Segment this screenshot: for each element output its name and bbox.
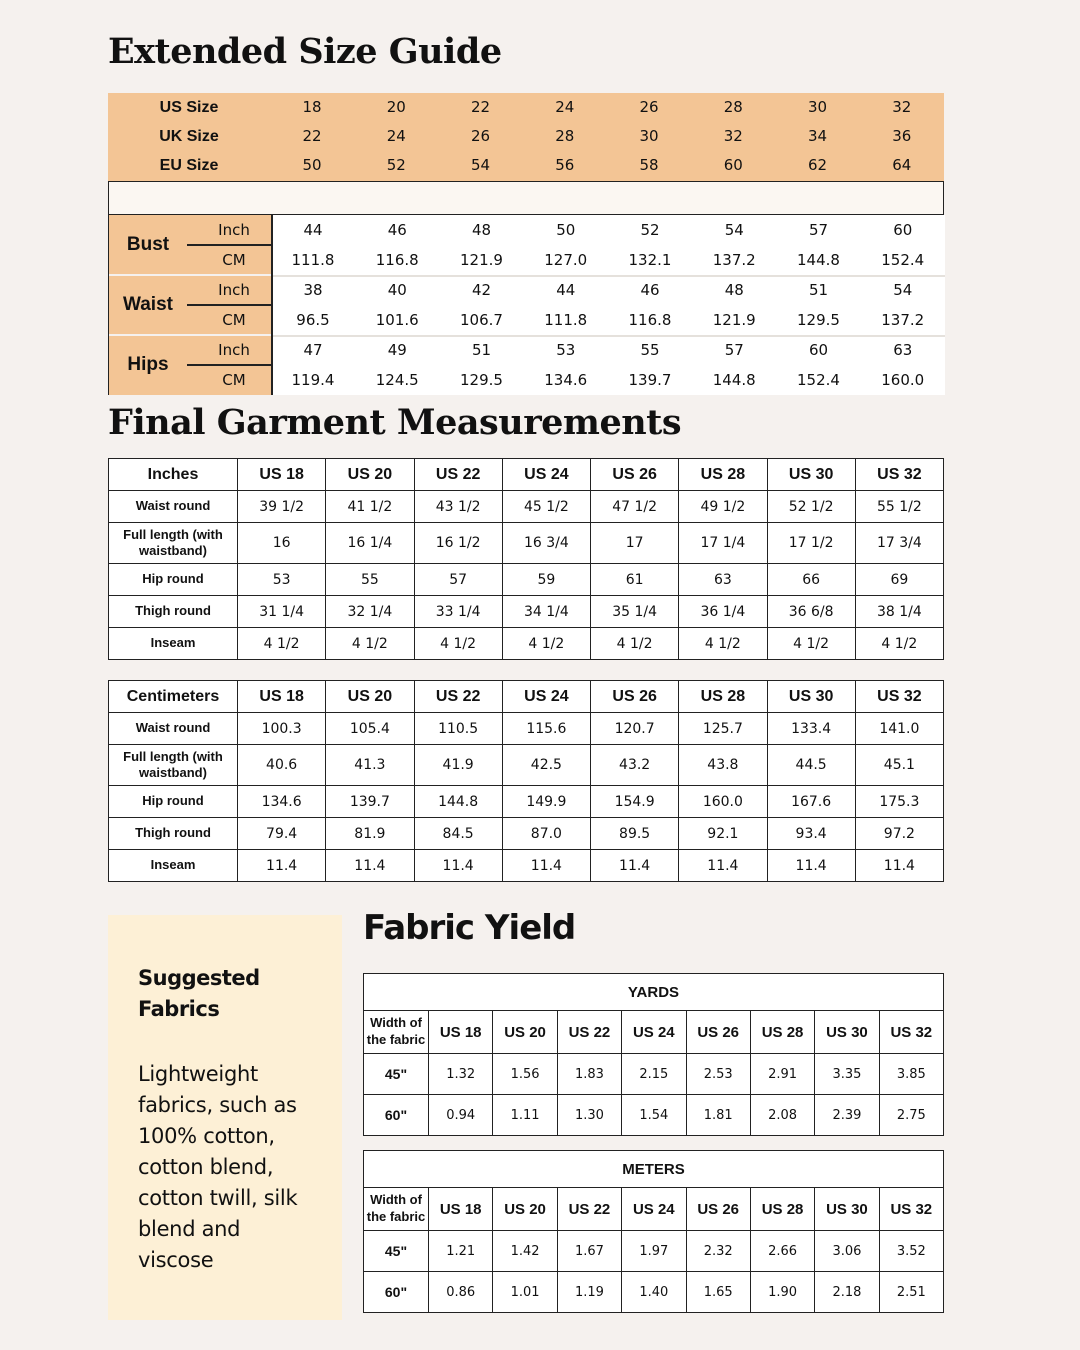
row-separator — [271, 275, 945, 277]
measurement-value: 125.7 — [679, 713, 767, 745]
measurement-value: 11.4 — [591, 850, 679, 882]
measurement-value: 11.4 — [238, 850, 326, 882]
size-value: 60 — [723, 156, 743, 174]
measurement-value: 41.3 — [326, 745, 414, 786]
size-value: 32 — [892, 98, 912, 116]
fabric-width: 45" — [364, 1054, 429, 1095]
measurement-value: 50 — [556, 221, 576, 239]
yield-value: 1.40 — [622, 1272, 686, 1313]
yield-unit-caption: METERS — [364, 1151, 944, 1188]
measurement-label: Thigh round — [109, 596, 238, 628]
measurement-value: 115.6 — [502, 713, 590, 745]
measurement-value: 4 1/2 — [767, 628, 855, 660]
table-row — [109, 564, 944, 596]
measurement-value: 51 — [471, 341, 492, 359]
size-header-row — [108, 122, 944, 151]
size-header: US 28 — [679, 681, 767, 713]
measurement-value: 66 — [767, 564, 855, 596]
table-row — [109, 818, 944, 850]
fabric-width: 60" — [364, 1095, 429, 1136]
measurement-value: 119.4 — [291, 371, 335, 389]
measurement-label: Waist round — [109, 491, 238, 523]
measurement-value: 4 1/2 — [238, 628, 326, 660]
measurement-value: 105.4 — [326, 713, 414, 745]
measurement-value: 116.8 — [375, 251, 419, 269]
measurement-value: 43 1/2 — [414, 491, 502, 523]
size-guide-title: Extended Size Guide — [108, 31, 502, 72]
size-system-label: US Size — [159, 99, 219, 116]
measurement-value: 52 — [640, 221, 660, 239]
table-row — [109, 786, 944, 818]
table-row — [364, 1231, 944, 1272]
yield-value: 1.11 — [493, 1095, 557, 1136]
measurement-value: 84.5 — [414, 818, 502, 850]
size-header: US 32 — [879, 1188, 943, 1231]
measurement-value: 4 1/2 — [679, 628, 767, 660]
width-header: Width of the fabric — [364, 1188, 429, 1231]
yield-value: 1.21 — [429, 1231, 493, 1272]
measurement-value: 11.4 — [855, 850, 943, 882]
measurement-value: 144.8 — [712, 371, 756, 389]
measurement-value: 154.9 — [591, 786, 679, 818]
measurement-value: 39 1/2 — [238, 491, 326, 523]
size-value: 36 — [892, 127, 912, 145]
yield-value: 1.01 — [493, 1272, 557, 1313]
measurement-value: 144.8 — [414, 786, 502, 818]
yield-value: 1.65 — [686, 1272, 750, 1313]
size-header: US 20 — [493, 1188, 557, 1231]
size-header: US 26 — [686, 1011, 750, 1054]
size-header-row — [108, 93, 944, 122]
measurement-value: 34 1/4 — [502, 596, 590, 628]
unit-label: Inch — [218, 221, 250, 239]
yield-value: 1.83 — [557, 1054, 621, 1095]
measurement-value: 116.8 — [628, 311, 672, 329]
group-separator — [109, 274, 271, 276]
header-row — [364, 1188, 944, 1231]
measurement-value: 16 — [238, 523, 326, 564]
measurement-label: Full length (with waistband) — [109, 745, 238, 786]
measurement-value: 4 1/2 — [855, 628, 943, 660]
measurement-value: 92.1 — [679, 818, 767, 850]
measurement-value: 144.8 — [797, 251, 840, 269]
suggested-fabrics-title: Suggested Fabrics — [138, 966, 260, 1021]
unit-label: CM — [222, 251, 246, 269]
size-value: 62 — [807, 156, 828, 174]
yield-value: 1.42 — [493, 1231, 557, 1272]
measurement-value: 48 — [724, 281, 744, 299]
table-row — [109, 596, 944, 628]
measurement-value: 81.9 — [326, 818, 414, 850]
size-header: US 24 — [622, 1011, 686, 1054]
suggested-fabrics-text: Lightweight fabrics, such as 100% cotton, cotton blend, cotton twill, silk blend and viscose — [138, 1062, 298, 1272]
yield-value: 2.53 — [686, 1054, 750, 1095]
unit-label: Inch — [218, 341, 250, 359]
measurement-value: 55 — [326, 564, 414, 596]
measurement-value: 167.6 — [767, 786, 855, 818]
measurement-value: 97.2 — [855, 818, 943, 850]
size-header: US 28 — [750, 1011, 814, 1054]
group-separator — [109, 334, 271, 336]
measurement-value: 38 — [303, 281, 323, 299]
size-header: US 28 — [750, 1188, 814, 1231]
measurement-value: 40 — [387, 281, 407, 299]
measurement-value: 139.7 — [628, 371, 672, 389]
size-header: US 26 — [591, 459, 679, 491]
measurement-group-bust — [109, 215, 945, 275]
measurement-value: 63 — [679, 564, 767, 596]
unit-label: Inch — [218, 281, 250, 299]
measurement-value: 11.4 — [679, 850, 767, 882]
size-value: 22 — [470, 98, 491, 116]
measurement-value: 121.9 — [460, 251, 503, 269]
yield-value: 3.52 — [879, 1231, 943, 1272]
size-header: US 32 — [855, 681, 943, 713]
measurement-value: 175.3 — [855, 786, 943, 818]
table-row — [109, 491, 944, 523]
size-header: US 18 — [429, 1188, 493, 1231]
unit-label: CM — [222, 311, 246, 329]
measurement-value: 16 1/2 — [414, 523, 502, 564]
size-value: 30 — [807, 98, 828, 116]
size-header: US 20 — [326, 459, 414, 491]
measurement-name: Waist — [123, 294, 173, 315]
measurement-value: 41 1/2 — [326, 491, 414, 523]
size-value: 56 — [555, 156, 575, 174]
fabric-yield-title: Fabric Yield — [363, 908, 576, 948]
size-value: 20 — [386, 98, 406, 116]
measurement-value: 38 1/4 — [855, 596, 943, 628]
fabric-yield-yards-table — [363, 973, 944, 1136]
measurement-value: 31 1/4 — [238, 596, 326, 628]
measurement-value: 46 — [387, 221, 407, 239]
measurement-value: 141.0 — [855, 713, 943, 745]
measurement-value: 59 — [502, 564, 590, 596]
measurement-value: 11.4 — [767, 850, 855, 882]
measurement-value: 32 1/4 — [326, 596, 414, 628]
row-separator — [271, 335, 945, 337]
measurement-label: Hip round — [109, 786, 238, 818]
measurement-value: 55 — [640, 341, 660, 359]
yield-value: 0.94 — [429, 1095, 493, 1136]
size-header: US 22 — [414, 459, 502, 491]
size-header: US 18 — [238, 681, 326, 713]
measurement-value: 11.4 — [414, 850, 502, 882]
yield-value: 1.54 — [622, 1095, 686, 1136]
table-row — [109, 850, 944, 882]
yield-value: 1.30 — [557, 1095, 621, 1136]
measurement-name: Bust — [126, 234, 170, 255]
measurement-value: 49 1/2 — [679, 491, 767, 523]
measurement-label: Inseam — [109, 850, 238, 882]
measurement-group-waist — [109, 275, 945, 335]
caption-row — [364, 1151, 944, 1188]
size-header: US 26 — [591, 681, 679, 713]
size-value: 24 — [555, 98, 575, 116]
measurement-value: 17 3/4 — [855, 523, 943, 564]
size-header: US 24 — [622, 1188, 686, 1231]
measurement-value: 36 1/4 — [679, 596, 767, 628]
measurement-value: 17 1/4 — [679, 523, 767, 564]
fabric-yield-meters-table — [363, 1150, 944, 1313]
measurement-value: 4 1/2 — [326, 628, 414, 660]
size-value: 54 — [470, 156, 491, 174]
measurement-label: Thigh round — [109, 818, 238, 850]
size-header: US 22 — [414, 681, 502, 713]
measurement-value: 57 — [414, 564, 502, 596]
measurement-value: 111.8 — [544, 311, 588, 329]
size-header: US 30 — [767, 681, 855, 713]
garment-table-inches — [108, 458, 944, 660]
measurement-value: 60 — [808, 341, 829, 359]
size-value: 22 — [302, 127, 322, 145]
measurement-value: 121.9 — [712, 311, 756, 329]
table-row — [364, 1054, 944, 1095]
size-header: US 18 — [429, 1011, 493, 1054]
size-header: US 32 — [855, 459, 943, 491]
size-header: US 24 — [502, 459, 590, 491]
measurement-value: 36 6/8 — [767, 596, 855, 628]
measurement-value: 57 — [724, 341, 744, 359]
measurement-value: 160.0 — [881, 371, 925, 389]
yield-value: 0.86 — [429, 1272, 493, 1313]
measurement-value: 46 — [640, 281, 660, 299]
measurement-value: 41.9 — [414, 745, 502, 786]
measurement-value: 35 1/4 — [591, 596, 679, 628]
size-guide-body — [108, 215, 945, 395]
measurement-value: 44 — [556, 281, 576, 299]
measurement-value: 93.4 — [767, 818, 855, 850]
fabric-width: 45" — [364, 1231, 429, 1272]
measurement-value: 43.8 — [679, 745, 767, 786]
suggested-fabrics-panel — [108, 915, 342, 1320]
caption-row — [364, 974, 944, 1011]
size-system-label: EU Size — [159, 157, 219, 174]
yield-value: 2.91 — [750, 1054, 814, 1095]
measurement-value: 40.6 — [238, 745, 326, 786]
size-value: 28 — [555, 127, 575, 145]
yield-value: 2.75 — [879, 1095, 943, 1136]
measurement-value: 89.5 — [591, 818, 679, 850]
measurement-value: 139.7 — [326, 786, 414, 818]
measurement-value: 44 — [303, 221, 323, 239]
measurement-value: 42 — [471, 281, 492, 299]
garment-table-centimeters — [108, 680, 944, 882]
measurement-label: Waist round — [109, 713, 238, 745]
table-row — [109, 745, 944, 786]
measurement-value: 69 — [855, 564, 943, 596]
size-header: US 22 — [557, 1188, 621, 1231]
size-value: 26 — [639, 98, 659, 116]
measurement-value: 137.2 — [712, 251, 756, 269]
size-guide-header — [108, 93, 944, 181]
yield-value: 2.08 — [750, 1095, 814, 1136]
measurement-value: 4 1/2 — [591, 628, 679, 660]
measurement-value: 129.5 — [460, 371, 503, 389]
yield-value: 1.81 — [686, 1095, 750, 1136]
measurement-value: 132.1 — [628, 251, 672, 269]
measurement-value: 17 1/2 — [767, 523, 855, 564]
yield-value: 1.67 — [557, 1231, 621, 1272]
size-value: 18 — [302, 98, 322, 116]
measurement-value: 152.4 — [881, 251, 925, 269]
unit-header: Centimeters — [109, 681, 238, 713]
measurement-value: 149.9 — [502, 786, 590, 818]
unit-label: CM — [222, 371, 246, 389]
size-value: 24 — [386, 127, 406, 145]
unit-header: Inches — [109, 459, 238, 491]
size-header: US 30 — [815, 1188, 879, 1231]
size-header-row — [108, 151, 944, 180]
header-row — [109, 459, 944, 491]
measurement-value: 129.5 — [797, 311, 840, 329]
size-header: US 26 — [686, 1188, 750, 1231]
measurement-value: 106.7 — [460, 311, 503, 329]
measurement-value: 47 1/2 — [591, 491, 679, 523]
measurement-value: 49 — [387, 341, 407, 359]
yield-value: 3.35 — [815, 1054, 879, 1095]
size-value: 34 — [807, 127, 828, 145]
yield-value: 2.18 — [815, 1272, 879, 1313]
table-row — [364, 1272, 944, 1313]
measurement-value: 87.0 — [502, 818, 590, 850]
size-value: 58 — [639, 156, 659, 174]
table-row — [109, 713, 944, 745]
measurement-value: 47 — [303, 341, 323, 359]
measurement-value: 120.7 — [591, 713, 679, 745]
size-value: 50 — [302, 156, 322, 174]
measurement-value: 96.5 — [296, 311, 330, 329]
yield-value: 1.32 — [429, 1054, 493, 1095]
measurement-value: 124.5 — [375, 371, 419, 389]
measurement-group-hips — [109, 335, 945, 395]
measurement-value: 127.0 — [544, 251, 588, 269]
table-row — [364, 1095, 944, 1136]
fabric-width: 60" — [364, 1272, 429, 1313]
measurement-value: 16 3/4 — [502, 523, 590, 564]
size-header: US 20 — [493, 1011, 557, 1054]
yield-value: 3.06 — [815, 1231, 879, 1272]
size-value: 26 — [470, 127, 491, 145]
measurement-value: 133.4 — [767, 713, 855, 745]
measurement-label: Inseam — [109, 628, 238, 660]
measurement-value: 134.6 — [238, 786, 326, 818]
measurement-value: 53 — [556, 341, 576, 359]
garment-measurements-title: Final Garment Measurements — [108, 402, 682, 443]
measurement-value: 16 1/4 — [326, 523, 414, 564]
yield-value: 1.19 — [557, 1272, 621, 1313]
yield-value: 2.15 — [622, 1054, 686, 1095]
yield-value: 2.32 — [686, 1231, 750, 1272]
yield-unit-caption: YARDS — [364, 974, 944, 1011]
measurement-value: 11.4 — [502, 850, 590, 882]
yield-value: 2.51 — [879, 1272, 943, 1313]
width-header: Width of the fabric — [364, 1011, 429, 1054]
measurement-value: 43.2 — [591, 745, 679, 786]
measurement-value: 48 — [471, 221, 492, 239]
measurement-value: 134.6 — [544, 371, 588, 389]
measurement-value: 61 — [591, 564, 679, 596]
measurement-value: 57 — [808, 221, 829, 239]
measurement-label: Hip round — [109, 564, 238, 596]
table-row — [109, 523, 944, 564]
size-header: US 30 — [815, 1011, 879, 1054]
size-value: 64 — [892, 156, 912, 174]
measurement-value: 51 — [808, 281, 829, 299]
size-value: 52 — [386, 156, 406, 174]
measurement-value: 137.2 — [881, 311, 925, 329]
measurement-value: 44.5 — [767, 745, 855, 786]
yield-value: 2.66 — [750, 1231, 814, 1272]
measurement-value: 42.5 — [502, 745, 590, 786]
measurement-value: 45.1 — [855, 745, 943, 786]
size-value: 28 — [723, 98, 743, 116]
yield-value: 1.56 — [493, 1054, 557, 1095]
size-header: US 20 — [326, 681, 414, 713]
table-row — [109, 628, 944, 660]
size-value: 30 — [639, 127, 659, 145]
yield-value: 1.90 — [750, 1272, 814, 1313]
yield-value: 2.39 — [815, 1095, 879, 1136]
measurement-value: 54 — [724, 221, 744, 239]
size-header: US 24 — [502, 681, 590, 713]
measurement-name: Hips — [127, 354, 169, 375]
measurement-value: 33 1/4 — [414, 596, 502, 628]
measurement-value: 100.3 — [238, 713, 326, 745]
measurement-value: 63 — [893, 341, 913, 359]
measurement-value: 101.6 — [375, 311, 419, 329]
measurement-value: 60 — [893, 221, 913, 239]
header-row — [364, 1011, 944, 1054]
size-header: US 30 — [767, 459, 855, 491]
measurement-value: 160.0 — [679, 786, 767, 818]
size-system-label: UK Size — [159, 128, 219, 145]
measurement-value: 52 1/2 — [767, 491, 855, 523]
size-header: US 18 — [238, 459, 326, 491]
size-header: US 28 — [679, 459, 767, 491]
measurement-value: 11.4 — [326, 850, 414, 882]
size-header: US 32 — [879, 1011, 943, 1054]
size-guide-table — [108, 93, 944, 395]
size-value: 32 — [723, 127, 743, 145]
measurement-value: 53 — [238, 564, 326, 596]
yield-value: 1.97 — [622, 1231, 686, 1272]
yield-value: 3.85 — [879, 1054, 943, 1095]
measurement-value: 110.5 — [414, 713, 502, 745]
measurement-value: 111.8 — [291, 251, 335, 269]
measurement-value: 4 1/2 — [502, 628, 590, 660]
size-header: US 22 — [557, 1011, 621, 1054]
measurement-value: 17 — [591, 523, 679, 564]
measurement-value: 45 1/2 — [502, 491, 590, 523]
measurement-value: 152.4 — [797, 371, 840, 389]
measurement-value: 79.4 — [238, 818, 326, 850]
size-guide-spacer — [108, 181, 944, 215]
measurement-value: 55 1/2 — [855, 491, 943, 523]
header-row — [109, 681, 944, 713]
measurement-value: 54 — [893, 281, 913, 299]
measurement-label: Full length (with waistband) — [109, 523, 238, 564]
measurement-value: 4 1/2 — [414, 628, 502, 660]
